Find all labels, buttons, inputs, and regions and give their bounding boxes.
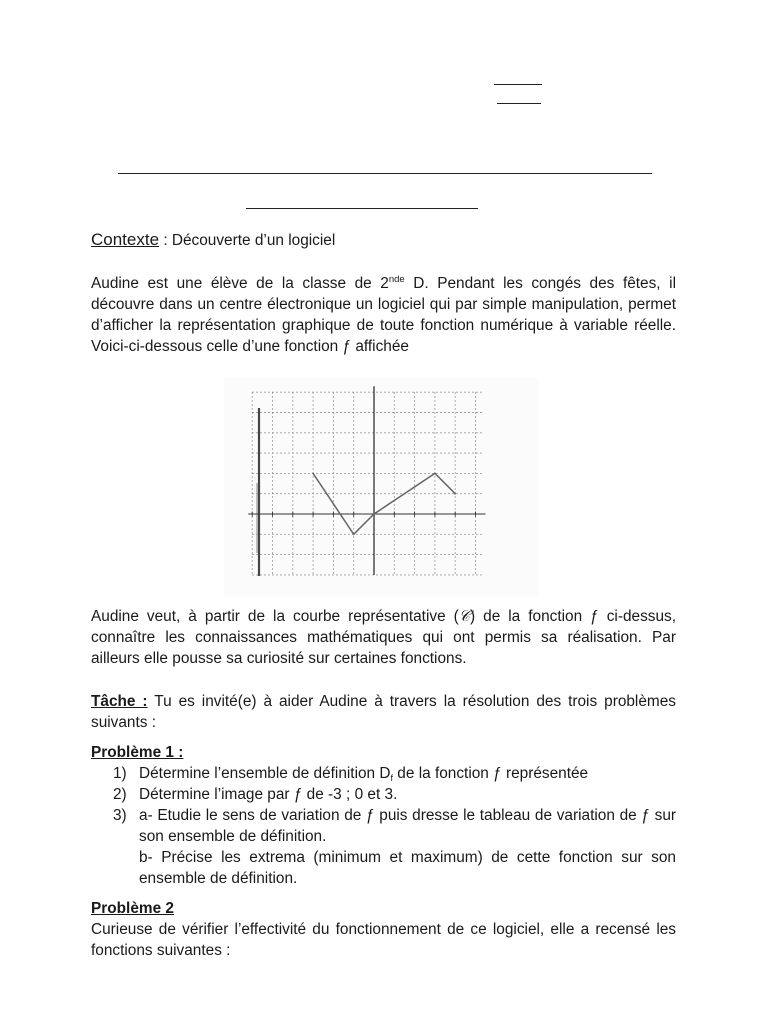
contexte-subtitle: Découverte d’un logiciel: [171, 232, 336, 249]
curve-point: [454, 493, 456, 495]
tache-text: Tu es invité(e) à aider Audine à travers la résolution des trois problèmes suivants :: [91, 693, 676, 731]
courbe-text-2: ) de la fonction ƒ ci-dessus, connaître les connaissances mathématiques qui ont permis sa réalisation. Par ailleurs elle pousse sa curiosité sur certaines fonctions.: [91, 608, 676, 667]
list-item: [91, 805, 676, 889]
probleme1-list: [91, 763, 676, 889]
header-line-2: [497, 103, 541, 104]
tache-label: Tâche :: [91, 693, 148, 710]
function-curve: [313, 473, 455, 534]
contexte-sep: :: [159, 232, 172, 249]
item-text: Détermine l’image par ƒ de -3 ; 0 et 3.: [139, 786, 398, 803]
intro-paragraph: [91, 273, 676, 357]
curve-point: [312, 473, 314, 475]
function-graph: [224, 378, 538, 596]
item-text-a: a- Etudie le sens de variation de ƒ puis dresse le tableau de variation de ƒ sur son ensemble de définition.: [139, 807, 676, 845]
item-text: Détermine l’ensemble de définition D: [139, 765, 391, 782]
list-item: [91, 784, 676, 805]
curve-point: [373, 513, 375, 515]
probleme1-title: Problème 1 :: [91, 744, 184, 761]
courbe-paragraph: [91, 606, 676, 669]
intro-sup: nde: [388, 274, 405, 285]
probleme2-text: Curieuse de vérifier l’effectivité du fonctionnement de ce logiciel, elle a recensé les fonctions suivantes :: [91, 921, 676, 959]
intro-text-1: Audine est une élève de la classe de 2: [91, 275, 389, 292]
item-number: 3): [113, 807, 127, 824]
header-line-1: [494, 84, 542, 85]
header-line-3: [118, 173, 652, 174]
intro-text-2: D. Pendant les congés des fêtes, il découvre dans un centre électronique un logiciel qui par simple manipulation, permet d’afficher la représentation graphique de toute fonction numérique à variable réelle. Voici-ci-dessous celle d’une fonction ƒ affichée: [91, 275, 676, 355]
item-text-2: de la fonction ƒ représentée: [393, 765, 589, 782]
probleme1-section: [91, 742, 676, 889]
function-graph-svg: [224, 378, 538, 596]
item-sub: f: [390, 773, 394, 783]
item-text-b: b- Précise les extrema (minimum et maximum) de cette fonction sur son ensemble de définition.: [139, 849, 676, 887]
tache-paragraph: [91, 691, 676, 733]
item-number: 2): [113, 786, 127, 803]
curve-point: [353, 533, 355, 535]
probleme2-title: Problème 2: [91, 900, 174, 917]
contexte-title: Contexte: [91, 230, 160, 249]
curve-point: [434, 473, 436, 475]
list-item: [91, 763, 676, 784]
probleme2-section: [91, 898, 676, 961]
header-line-4: [246, 208, 478, 209]
courbe-text-1: Audine veut, à partir de la courbe représentative (: [91, 608, 459, 625]
contexte-heading: [91, 229, 676, 251]
curve-symbol: 𝒞: [458, 607, 470, 625]
item-number: 1): [113, 765, 127, 782]
